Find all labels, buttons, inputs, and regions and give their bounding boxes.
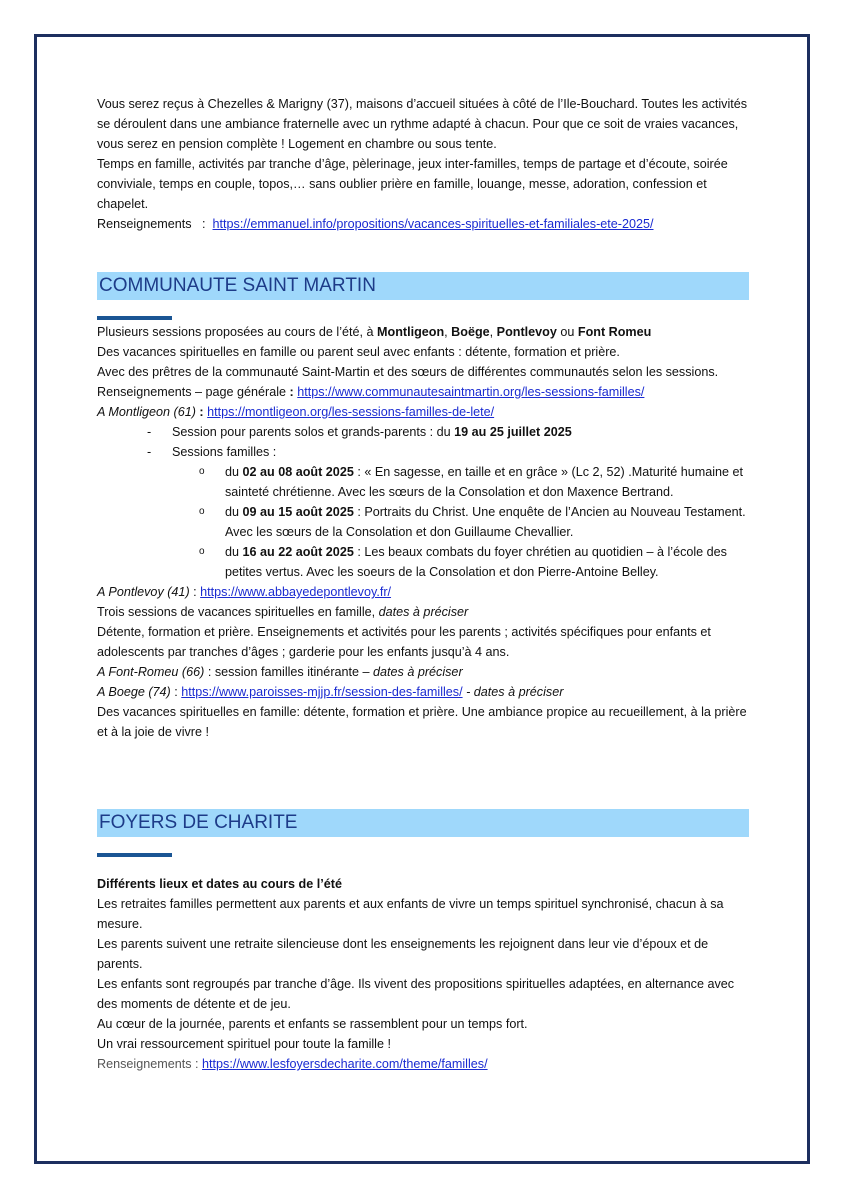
csm-line-2: Des vacances spirituelles en famille ou parent seul avec enfants : détente, formation et prière.	[97, 345, 620, 359]
intro-info-line	[97, 214, 753, 234]
intro-paragraph-2: Temps en famille, activités par tranche d’âge, pèlerinage, jeux inter-familles, temps de partage et d’écoute, soirée conviviale, temps en couple, topos,… sans oublier prière en famille, louange, messe, adoration, confession et chapelet.	[97, 157, 728, 211]
foyers-section	[97, 874, 753, 1074]
list-item: o du 16 au 22 août 2025 : Les beaux combats du foyer chrétien au quotidien – à l’école des petites vertus. Avec les soeurs de la Consolation et don Pierre-Antoine Belley.	[199, 545, 727, 579]
list-item: o du 02 au 08 août 2025 : « En sagesse, en taille et en grâce » (Lc 2, 52) .Maturité humaine et sainteté chrétienne. Avec les sœurs de la Consolation et don Maxence Bertrand.	[199, 465, 744, 499]
list-item: - Sessions familles :	[147, 445, 277, 459]
montligeon-link[interactable]: https://montligeon.org/les-sessions-familles-de-lete/	[207, 405, 495, 419]
foyers-paragraph-1: Les retraites familles permettent aux parents et aux enfants de vivre un temps spirituel synchronisé, chacun à sa mesure.	[97, 897, 724, 931]
intro-paragraph-1: Vous serez reçus à Chezelles & Marigny (37), maisons d’accueil situées à côté de l’Ile-Bouchard. Toutes les activités se déroulent dans une ambiance fraternelle avec un rythme adapté à chacun. Pour que ce soit de vraies vacances, vous serez en pension complète ! Logement en chambre ou sous tente.	[97, 97, 748, 151]
title-underline	[97, 853, 172, 857]
list-item: o du 09 au 15 août 2025 : Portraits du Christ. Une enquête de l’Ancien au Nouveau Testament. Avec les sœurs de la Consolation et don Guillaume Chevallier.	[199, 505, 746, 539]
boege-line: A Boege (74) : https://www.paroisses-mjjp.fr/session-des-familles/ - dates à préciser	[97, 685, 564, 699]
pontlevoy-line-3: Détente, formation et prière. Enseignements et activités pour les parents ; activités spécifiques pour enfants et adolescents par tranches d’âges ; garderie pour les enfants jusqu’à 4 ans.	[97, 625, 711, 659]
section-title-foyers: FOYERS DE CHARITE	[97, 809, 749, 837]
info-label: Renseignements :	[97, 217, 213, 231]
family-session-list	[97, 462, 753, 582]
intro-section	[97, 94, 753, 234]
montligeon-session-list	[97, 422, 753, 462]
pontlevoy-line: A Pontlevoy (41) : https://www.abbayedepontlevoy.fr/	[97, 585, 392, 599]
csm-closing: Des vacances spirituelles en famille: détente, formation et prière. Une ambiance propice au recueillement, à la prière et à la joie de vivre !	[97, 705, 747, 739]
foyers-info-line: Renseignements : https://www.lesfoyersdecharite.com/theme/familles/	[97, 1057, 488, 1071]
font-romeu-line: A Font-Romeu (66) : session familles itinérante – dates à préciser	[97, 665, 463, 679]
csm-intro-line: Plusieurs sessions proposées au cours de l’été, à Montligeon, Boëge, Pontlevoy ou Font Romeu	[97, 325, 652, 339]
pontlevoy-link[interactable]: https://www.abbayedepontlevoy.fr/	[200, 585, 392, 599]
emmanuel-link[interactable]: https://emmanuel.info/propositions/vacances-spirituelles-et-familiales-ete-2025/	[212, 217, 654, 231]
csm-line-3: Avec des prêtres de la communauté Saint-Martin et des sœurs de différentes communautés selon les sessions.	[97, 365, 719, 379]
csm-general-link[interactable]: https://www.communautesaintmartin.org/les-sessions-familles/	[297, 385, 645, 399]
foyers-paragraph-3: Les enfants sont regroupés par tranche d’âge. Ils vivent des propositions spirituelles adaptées, en alternance avec des moments de détente et de jeu.	[97, 977, 735, 1011]
title-underline	[97, 316, 172, 320]
section-title-csm: COMMUNAUTE SAINT MARTIN	[97, 272, 749, 300]
foyers-paragraph-2: Les parents suivent une retraite silencieuse dont les enseignements les rejoignent dans leur vie d’époux et de parents.	[97, 937, 709, 971]
pontlevoy-line-2: Trois sessions de vacances spirituelles en famille, dates à préciser	[97, 605, 469, 619]
foyers-paragraph-5: Un vrai ressourcement spirituel pour toute la famille !	[97, 1037, 391, 1051]
foyers-subtitle: Différents lieux et dates au cours de l’été	[97, 877, 342, 891]
csm-section	[97, 322, 753, 742]
list-item: - Session pour parents solos et grands-parents : du 19 au 25 juillet 2025	[147, 425, 572, 439]
foyers-link[interactable]: https://www.lesfoyersdecharite.com/theme/familles/	[202, 1057, 488, 1071]
csm-general-info: Renseignements – page générale : https://www.communautesaintmartin.org/les-sessions-familles/	[97, 385, 645, 399]
foyers-paragraph-4: Au cœur de la journée, parents et enfants se rassemblent pour un temps fort.	[97, 1017, 528, 1031]
boege-link[interactable]: https://www.paroisses-mjjp.fr/session-des-familles/	[181, 685, 463, 699]
montligeon-line: A Montligeon (61) : https://montligeon.org/les-sessions-familles-de-lete/	[97, 405, 495, 419]
